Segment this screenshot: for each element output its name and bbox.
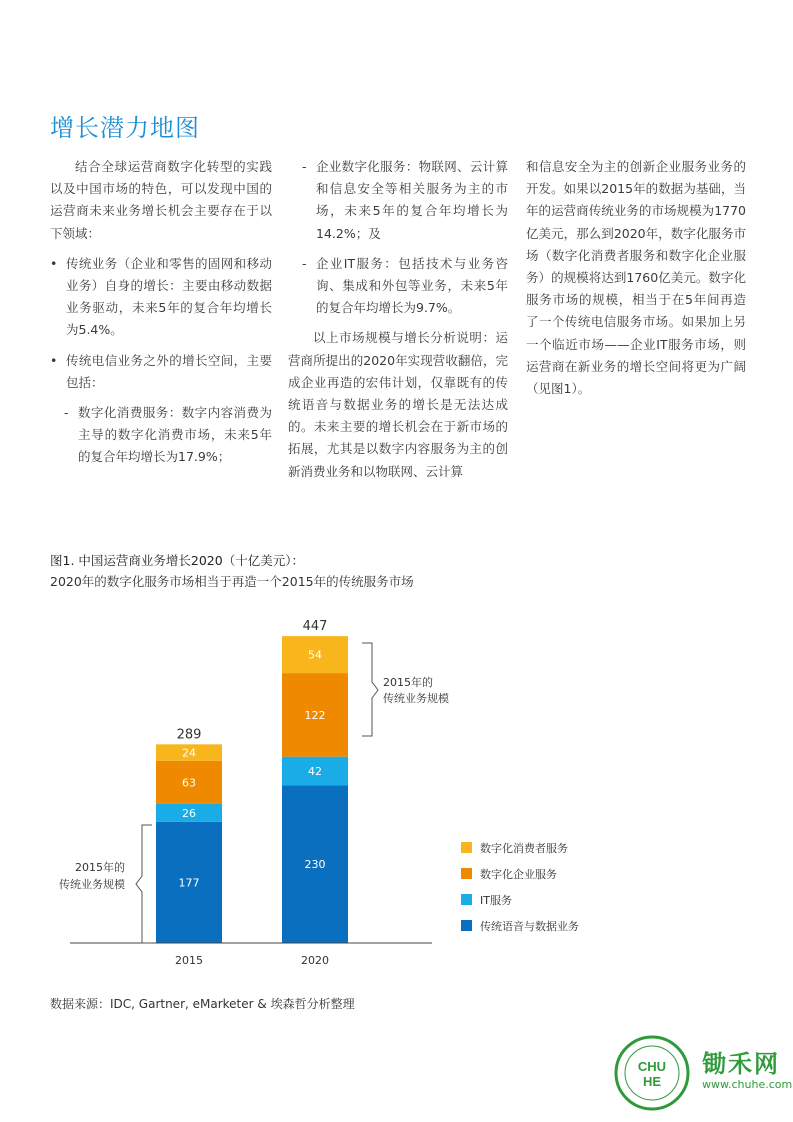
figure-subtitle: 2020年的数字化服务市场相当于再造一个2015年的传统服务市场 bbox=[50, 574, 414, 589]
data-label: 42 bbox=[308, 765, 322, 779]
total-label: 447 bbox=[302, 619, 328, 635]
data-source: 数据来源：IDC, Gartner, eMarketer & 埃森哲分析整理 bbox=[50, 997, 355, 1011]
legend-label: 数字化消费者服务 bbox=[480, 842, 568, 855]
svg-text:HE: HE bbox=[642, 1074, 662, 1089]
annotation-label: 传统业务规模 bbox=[383, 692, 449, 705]
data-label: 54 bbox=[308, 648, 322, 662]
data-label: 26 bbox=[182, 806, 196, 820]
dash-item: - 企业数字化服务：物联网、云计算和信息安全等相关服务为主的市场，未来5年的复合年均增长为14.2%；及 bbox=[288, 156, 508, 245]
page-title: 增长潜力地图 bbox=[50, 114, 200, 142]
bracket-2015 bbox=[136, 825, 152, 943]
svg-text:CHU: CHU bbox=[637, 1059, 667, 1074]
legend-swatch bbox=[461, 920, 472, 931]
data-label: 63 bbox=[182, 776, 196, 790]
x-tick-label: 2020 bbox=[301, 954, 329, 967]
text-column-1 bbox=[50, 156, 272, 469]
annotation-label: 2015年的 bbox=[75, 861, 125, 874]
bullet-item: • 传统电信业务之外的增长空间，主要包括： bbox=[50, 350, 272, 394]
legend-label: 数字化企业服务 bbox=[480, 868, 557, 881]
x-tick-label: 2015 bbox=[175, 954, 203, 967]
dash-item: - 数字化消费服务：数字内容消费为主导的数字化消费市场，未来5年的复合年均增长为17.9%； bbox=[50, 402, 272, 469]
legend-swatch bbox=[461, 894, 472, 905]
legend-swatch bbox=[461, 868, 472, 879]
annotation-label: 2015年的 bbox=[383, 676, 433, 689]
text-column-2 bbox=[288, 156, 508, 483]
logo-name: 锄禾网 bbox=[702, 1050, 780, 1078]
dash-item: - 企业IT服务：包括技术与业务咨询、集成和外包等业务，未来5年的复合年均增长为9.7%。 bbox=[288, 253, 508, 320]
total-label: 289 bbox=[176, 727, 202, 743]
data-label: 24 bbox=[182, 746, 196, 760]
paragraph: 和信息安全为主的创新企业服务业务的开发。如果以2015年的数据为基础，当年的运营商传统业务的市场规模为1770亿美元，那么到2020年，数字化服务市场（数字化消费者服务和数字化企业服务）的规模将达到1760亿美元。数字化服务市场的规模，相当于在5年间再造了一个传统电信服务市场。如果加上另一个临近市场——企业IT服务市场，则运营商在新业务的增长空间将更为广阔（见图1）。 bbox=[526, 159, 746, 397]
data-label: 177 bbox=[178, 876, 200, 890]
bracket-2020 bbox=[362, 643, 378, 736]
text-column-3 bbox=[526, 156, 746, 400]
paragraph: 结合全球运营商数字化转型的实践以及中国市场的特色，可以发现中国的运营商未来业务增长机会主要存在于以下领域： bbox=[50, 159, 272, 241]
paragraph: 以上市场规模与增长分析说明：运营商所提出的2020年实现营收翻倍，完成企业再造的宏伟计划，仅靠既有的传统语音与数据业务的增长是无法达成的。未来主要的增长机会在于新市场的拓展，尤其是以数字内容服务为主的创新消费业务和以物联网、云计算 bbox=[288, 330, 508, 479]
stacked-bar-chart bbox=[0, 600, 793, 980]
logo-url: www.chuhe.com bbox=[702, 1078, 793, 1091]
legend-swatch bbox=[461, 842, 472, 853]
figure-title: 图1. 中国运营商业务增长2020（十亿美元）： bbox=[50, 553, 304, 568]
data-label: 230 bbox=[304, 858, 326, 872]
legend-label: IT服务 bbox=[480, 894, 512, 907]
data-label: 122 bbox=[304, 708, 326, 722]
annotation-label: 传统业务规模 bbox=[59, 878, 125, 891]
legend-label: 传统语音与数据业务 bbox=[480, 920, 579, 933]
bullet-item: • 传统业务（企业和零售的固网和移动业务）自身的增长：主要由移动数据业务驱动，未来5年的复合年均增长为5.4%。 bbox=[50, 253, 272, 342]
legend bbox=[461, 841, 579, 933]
